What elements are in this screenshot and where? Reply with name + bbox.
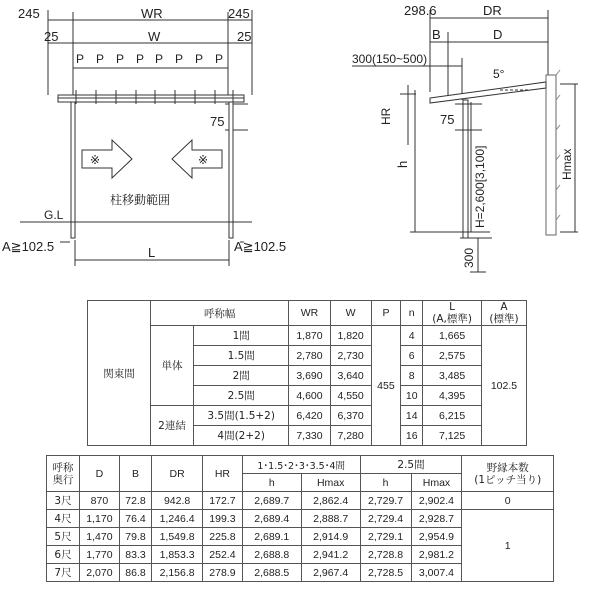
dim-header-h1: h — [242, 474, 301, 492]
front-beam-depth-label: 75 — [210, 114, 225, 129]
dim-row-hr: 252.4 — [203, 546, 243, 564]
b-label: B — [432, 27, 441, 42]
h-label: h — [395, 160, 410, 168]
dim-row-dr: 942.8 — [152, 492, 203, 510]
dim-header-hmax1: Hmax — [301, 474, 360, 492]
spec-row-w: 1,820 — [330, 326, 371, 346]
pitch-label: P — [76, 52, 85, 66]
dim-row-name: 3尺 — [47, 492, 80, 510]
spec-row-n: 16 — [401, 426, 423, 446]
dim-row-b: 76.4 — [119, 510, 151, 528]
spec-row-name: 3.5間(1.5+2) — [193, 406, 288, 426]
dim-header-group1: 1･1.5･2･3･3.5･4間 — [242, 456, 360, 474]
dim-row-name: 4尺 — [47, 510, 80, 528]
dim-row-dr: 1,246.4 — [152, 510, 203, 528]
spec-row-l: 7,125 — [423, 426, 482, 446]
pitch-label: P — [155, 52, 164, 66]
table-row — [47, 492, 554, 510]
spec-header-a-sub: (標準) — [489, 313, 519, 325]
a-left-label: A≧102.5 — [2, 239, 55, 254]
arrow-mark-right: ※ — [198, 153, 209, 167]
pitch-label: P — [116, 52, 125, 66]
inset-left-label: 25 — [44, 29, 59, 44]
dim-header-hmax2: Hmax — [411, 474, 462, 492]
pitch-label: P — [96, 52, 105, 66]
spec-header-l — [423, 301, 482, 326]
spec-row-w: 2,730 — [330, 346, 371, 366]
pitch-label: P — [215, 52, 224, 66]
dim-row-hmax1: 2,862.4 — [301, 492, 360, 510]
dim-row-hmax1: 2,941.2 — [301, 546, 360, 564]
dim-table — [46, 455, 554, 582]
ground-line-label: G.L — [44, 208, 64, 222]
spec-header-n: n — [401, 301, 423, 326]
spec-row-wr: 2,780 — [289, 346, 330, 366]
dim-row-h1: 2,688.5 — [242, 564, 301, 582]
spec-row-wr: 1,870 — [289, 326, 330, 346]
spec-header-wr: WR — [289, 301, 330, 326]
dim-row-d: 1,170 — [80, 510, 120, 528]
dim-row-hmax1: 2,888.7 — [301, 510, 360, 528]
dim-header-h2: h — [360, 474, 411, 492]
hr-label: HR — [379, 107, 393, 125]
spec-row-w: 3,640 — [330, 366, 371, 386]
spec-row-wr: 6,420 — [289, 406, 330, 426]
side-total-label: 298.6 — [404, 3, 437, 18]
dim-row-h1: 2,689.1 — [242, 528, 301, 546]
spec-row-n: 4 — [401, 326, 423, 346]
dim-header-b: B — [119, 456, 151, 492]
dim-row-b: 79.8 — [119, 528, 151, 546]
h-height-label: H=2,600[3,100] — [473, 145, 487, 228]
dim-header-group2: 2.5間 — [360, 456, 462, 474]
arrow-mark-left: ※ — [90, 153, 101, 167]
double-label: 2連結 — [151, 406, 194, 446]
wr-label: WR — [141, 6, 163, 21]
dim-row-d: 870 — [80, 492, 120, 510]
dim-row-hmax2: 2,981.2 — [411, 546, 462, 564]
dim-row-b: 83.3 — [119, 546, 151, 564]
a-value: 102.5 — [481, 326, 526, 446]
pitch-labels — [76, 52, 223, 66]
dim-row-name: 7尺 — [47, 564, 80, 582]
dim-row-h2: 2,728.5 — [360, 564, 411, 582]
dim-row-h1: 2,689.7 — [242, 492, 301, 510]
dim-header-dr: DR — [152, 456, 203, 492]
spec-row-l: 6,215 — [423, 406, 482, 426]
spec-row-wr: 4,600 — [289, 386, 330, 406]
dim-header-hr: HR — [203, 456, 243, 492]
pitch-label: P — [175, 52, 184, 66]
dim-row-hr: 278.9 — [203, 564, 243, 582]
dim-row-dr: 1,853.3 — [152, 546, 203, 564]
spec-row-name: 1間 — [193, 326, 288, 346]
spec-row-w: 7,280 — [330, 426, 371, 446]
dim-row-d: 2,070 — [80, 564, 120, 582]
spec-row-l: 4,395 — [423, 386, 482, 406]
dim-header-name-top: 呼称 — [52, 461, 74, 474]
pitch-label: P — [195, 52, 204, 66]
inset-right-label: 25 — [237, 29, 252, 44]
dim-row-name: 6尺 — [47, 546, 80, 564]
dim-row-name: 5尺 — [47, 528, 80, 546]
spec-header-a — [481, 301, 526, 326]
front-view — [20, 10, 252, 266]
spec-row-n: 14 — [401, 406, 423, 426]
rafter-value-1: 1 — [462, 510, 554, 582]
l-label: L — [148, 245, 156, 260]
spec-table — [87, 300, 527, 446]
a-right-label: A≧102.5 — [234, 239, 287, 254]
dim-row-dr: 1,549.8 — [152, 528, 203, 546]
spec-header-p: P — [371, 301, 401, 326]
spec-row-name: 4間(2+2) — [193, 426, 288, 446]
dim-row-hmax1: 2,967.4 — [301, 564, 360, 582]
dr-label: DR — [483, 3, 502, 18]
spec-row-n: 8 — [401, 366, 423, 386]
dim-row-hmax2: 2,928.7 — [411, 510, 462, 528]
dim-row-hmax2: 2,954.9 — [411, 528, 462, 546]
spec-row-w: 4,550 — [330, 386, 371, 406]
spec-header-name: 呼称幅 — [151, 301, 289, 326]
post-range-label: 柱移動範囲 — [110, 193, 171, 207]
dim-row-hr: 225.8 — [203, 528, 243, 546]
spec-header-a-main: A — [500, 301, 508, 313]
spec-row-n: 10 — [401, 386, 423, 406]
dim-row-hmax2: 2,902.4 — [411, 492, 462, 510]
spec-header-l-sub: (A,標準) — [432, 313, 472, 325]
dim-row-h2: 2,729.4 — [360, 510, 411, 528]
angle-label: 5° — [493, 67, 505, 81]
dim-row-h2: 2,729.7 — [360, 492, 411, 510]
dim-row-h2: 2,729.1 — [360, 528, 411, 546]
dim-row-d: 1,470 — [80, 528, 120, 546]
group-label: 関東間 — [88, 301, 151, 446]
dim-row-d: 1,770 — [80, 546, 120, 564]
p-value: 455 — [371, 326, 401, 446]
d-label: D — [493, 27, 503, 42]
dim-row-h2: 2,728.8 — [360, 546, 411, 564]
dim-row-b: 72.8 — [119, 492, 151, 510]
table-row — [47, 510, 554, 528]
spec-row-n: 6 — [401, 346, 423, 366]
dim-row-hmax2: 3,007.4 — [411, 564, 462, 582]
side-beam-depth-label: 75 — [440, 112, 455, 127]
spec-row-l: 2,575 — [423, 346, 482, 366]
spec-row-wr: 7,330 — [289, 426, 330, 446]
side-view — [352, 10, 578, 272]
dim-header-d: D — [80, 456, 120, 492]
dim-header-rafter-bottom: (1ピッチ当り) — [474, 473, 542, 486]
spec-header-l-main: L — [449, 301, 456, 313]
rafter-value-0: 0 — [462, 492, 554, 510]
overhang-right-label: 245 — [228, 6, 250, 21]
spec-row-name: 2間 — [193, 366, 288, 386]
dim-row-hr: 172.7 — [203, 492, 243, 510]
dim-row-hr: 199.3 — [203, 510, 243, 528]
hmax-label: Hmax — [560, 148, 574, 180]
dim-row-hmax1: 2,914.9 — [301, 528, 360, 546]
spec-row-w: 6,370 — [330, 406, 371, 426]
dim-header-rafter — [462, 456, 554, 492]
dim-row-h1: 2,689.4 — [242, 510, 301, 528]
dim-header-name — [47, 456, 80, 492]
dim-header-name-bottom: 奥行 — [52, 473, 74, 486]
spec-row-l: 3,485 — [423, 366, 482, 386]
w-label: W — [148, 29, 161, 44]
spec-row-l: 1,665 — [423, 326, 482, 346]
spec-header-w: W — [330, 301, 371, 326]
dim-row-h1: 2,688.8 — [242, 546, 301, 564]
foot-label: 300 — [462, 247, 476, 268]
spec-row-name: 1.5間 — [193, 346, 288, 366]
single-label: 単体 — [151, 326, 194, 406]
overhang-left-label: 245 — [18, 6, 40, 21]
offset-label: 300(150~500) — [352, 52, 428, 66]
spec-row-wr: 3,690 — [289, 366, 330, 386]
dim-row-dr: 2,156.8 — [152, 564, 203, 582]
dim-header-rafter-top: 野縁本数 — [486, 461, 529, 474]
pitch-label: P — [136, 52, 145, 66]
dim-row-b: 86.8 — [119, 564, 151, 582]
spec-row-name: 2.5間 — [193, 386, 288, 406]
